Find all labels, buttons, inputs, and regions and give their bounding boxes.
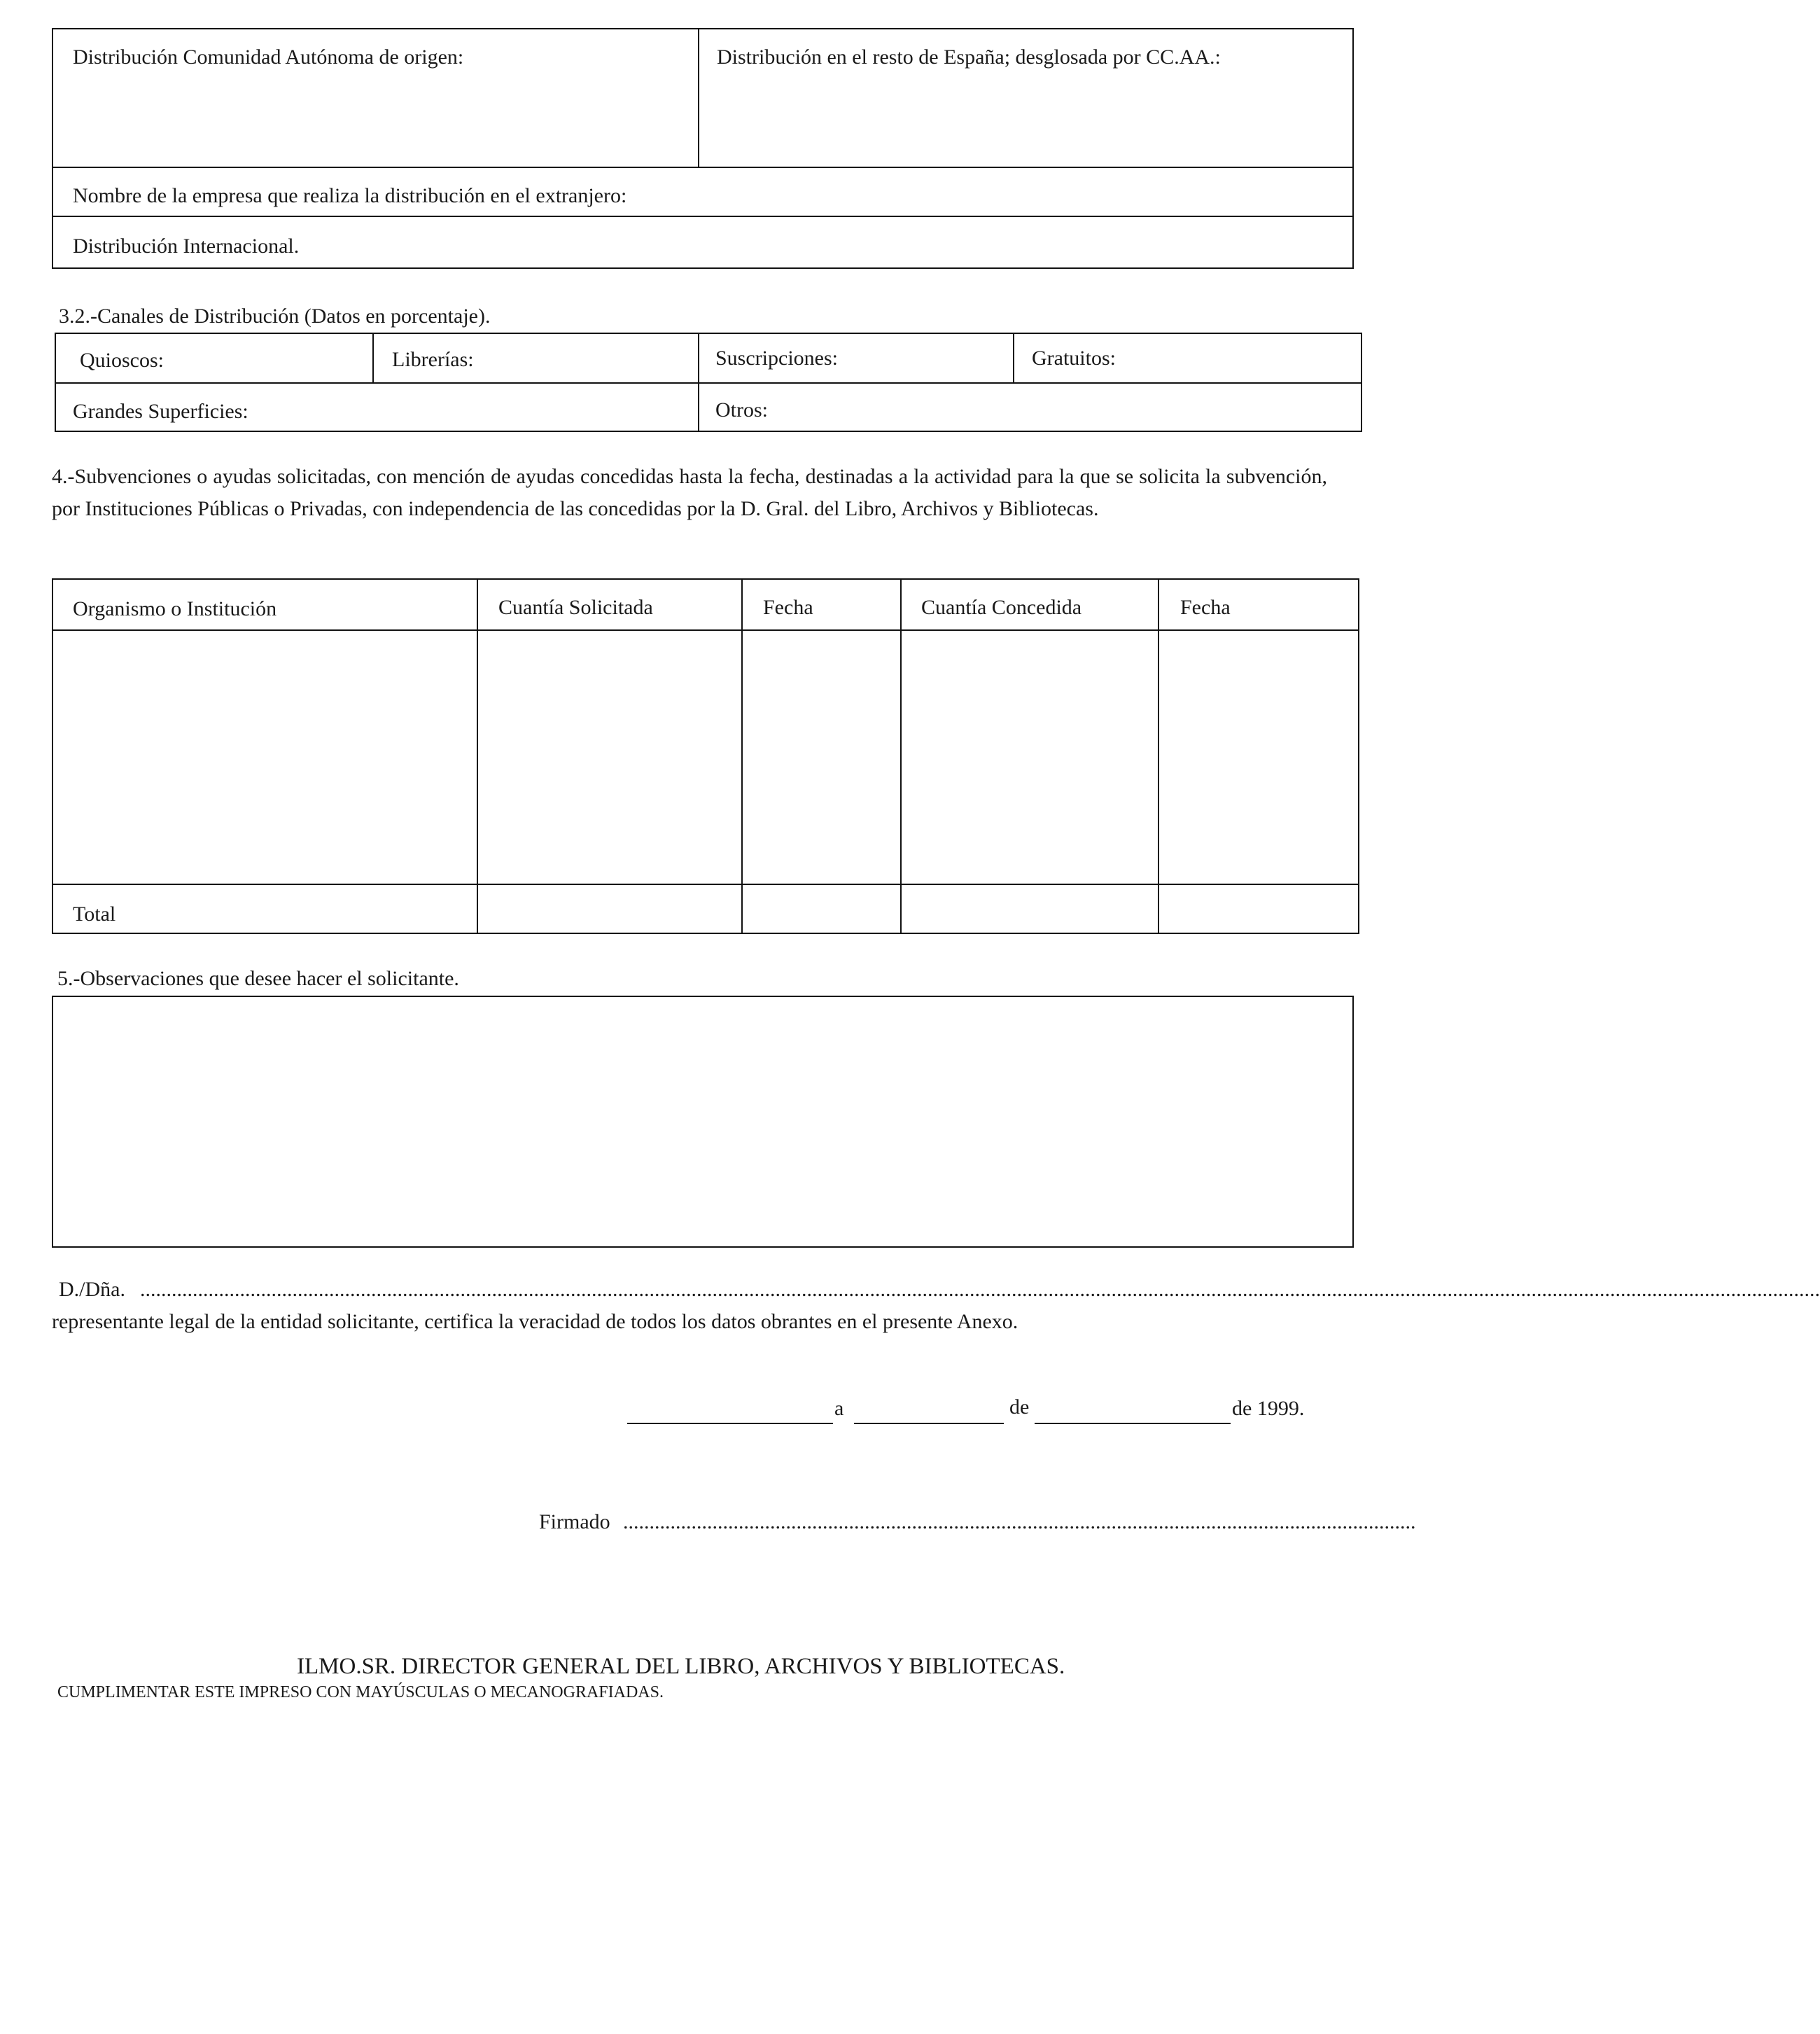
ccaa-origen-field[interactable]: Distribución Comunidad Autónoma de origen: xyxy=(73,46,464,69)
suscripciones-field[interactable]: Suscripciones: xyxy=(715,347,838,370)
firmado-label: Firmado xyxy=(539,1510,610,1533)
canales-heading: 3.2.-Canales de Distribución (Datos en porcentaje). xyxy=(59,305,491,328)
dia-blank[interactable] xyxy=(854,1423,1004,1424)
col-header-fecha-concesion: Fecha xyxy=(1180,596,1231,619)
dna-name-dotted-line[interactable]: ................................................................................................................................................................................................................................................................................................................................ xyxy=(140,1278,1820,1301)
distribution-row-line-2 xyxy=(52,216,1354,217)
subvenciones-input-area-cuantia-concedida[interactable] xyxy=(903,632,1156,882)
canales-row-line xyxy=(55,382,1362,384)
fecha-a: a xyxy=(834,1397,844,1420)
destinatario: ILMO.SR. DIRECTOR GENERAL DEL LIBRO, ARCHIVOS Y BIBLIOTECAS. xyxy=(297,1654,1065,1679)
subvenciones-paragraph: 4.-Subvenciones o ayudas solicitadas, con mención de ayudas concedidas hasta la fecha, destinadas a la actividad para la que se solicita la subvención, por Instituciones Públicas o Privadas, con independencia de las concedidas por la D. Gral. del Libro, Archivos y Bibliotecas. xyxy=(52,465,1327,520)
observaciones-box[interactable] xyxy=(52,996,1354,1248)
subvenciones-input-area-cuantia-solicitada[interactable] xyxy=(479,632,740,882)
grandes-superficies-field[interactable]: Grandes Superficies: xyxy=(73,400,248,423)
subvenciones-col-line-1 xyxy=(477,578,478,934)
distribucion-internacional-field[interactable]: Distribución Internacional. xyxy=(73,235,300,258)
col-header-cuantia-concedida: Cuantía Concedida xyxy=(921,596,1082,619)
subvenciones-input-area-organismo[interactable] xyxy=(55,632,475,882)
librerias-field[interactable]: Librerías: xyxy=(392,348,474,371)
distribution-divider xyxy=(698,28,699,168)
subvenciones-total-line xyxy=(52,884,1359,885)
dna-prefix: D./Dña. xyxy=(59,1278,125,1301)
cumplimentar-nota: CUMPLIMENTAR ESTE IMPRESO CON MAYÚSCULAS O MECANOGRAFIADAS. xyxy=(57,1683,664,1701)
certificacion-text: representante legal de la entidad solicitante, certifica la veracidad de todos los datos obrantes en el presente Anexo. xyxy=(52,1310,1018,1333)
subvenciones-input-area-fecha-concesion[interactable] xyxy=(1161,632,1357,882)
subvenciones-input-area-fecha-solicitud[interactable] xyxy=(744,632,899,882)
otros-field[interactable]: Otros: xyxy=(715,398,768,422)
lugar-blank[interactable] xyxy=(627,1423,833,1424)
firma-dotted-line[interactable]: ....................................................................................................................................................... xyxy=(623,1510,1416,1533)
col-header-fecha-solicitud: Fecha xyxy=(763,596,813,619)
gratuitos-field[interactable]: Gratuitos: xyxy=(1032,347,1116,370)
subvenciones-col-line-2 xyxy=(741,578,743,934)
subvenciones-col-line-4 xyxy=(1158,578,1159,934)
total-label: Total xyxy=(73,903,116,926)
subvenciones-col-line-3 xyxy=(900,578,902,934)
observaciones-heading: 5.-Observaciones que desee hacer el solicitante. xyxy=(57,967,459,990)
fecha-year: de 1999. xyxy=(1232,1397,1305,1420)
canales-divider-1 xyxy=(372,333,374,383)
col-header-cuantia-solicitada: Cuantía Solicitada xyxy=(498,596,653,619)
resto-espana-field[interactable]: Distribución en el resto de España; desglosada por CC.AA.: xyxy=(717,46,1221,69)
col-header-organismo: Organismo o Institución xyxy=(73,597,277,620)
canales-divider-3 xyxy=(1013,333,1014,383)
fecha-de: de xyxy=(1009,1395,1030,1419)
distribution-row-line-1 xyxy=(52,167,1354,168)
subvenciones-header-line xyxy=(52,629,1359,631)
empresa-extranjero-field[interactable]: Nombre de la empresa que realiza la distribución en el extranjero: xyxy=(73,184,627,207)
canales-divider-2 xyxy=(698,333,699,432)
quioscos-field[interactable]: Quioscos: xyxy=(80,349,164,372)
mes-blank[interactable] xyxy=(1035,1423,1231,1424)
